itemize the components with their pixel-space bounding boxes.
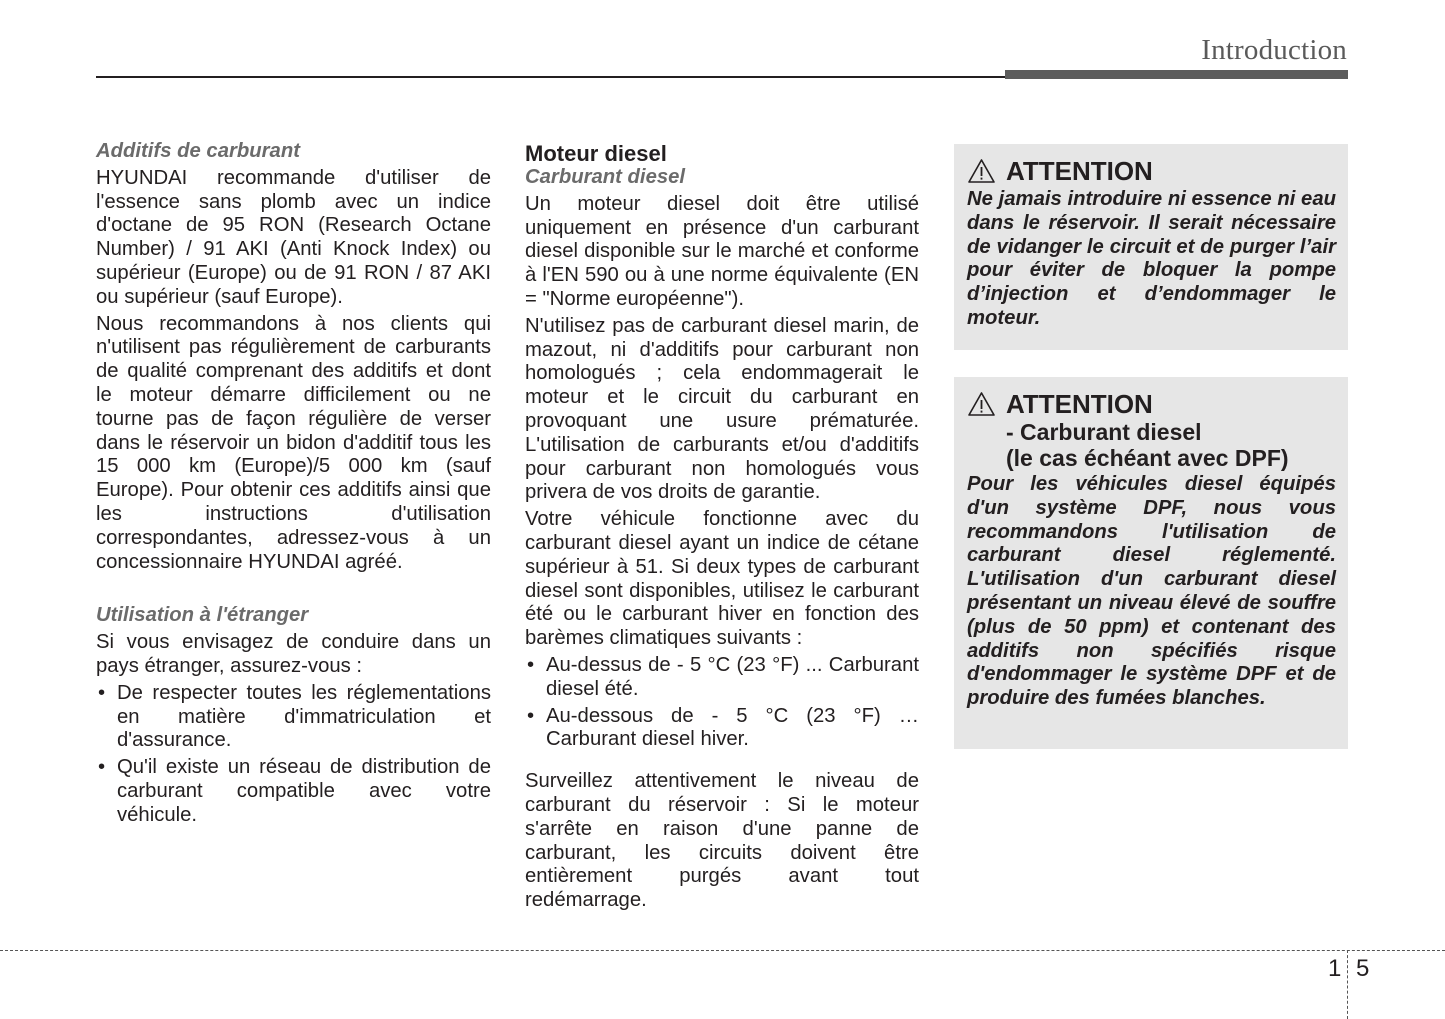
diesel-paragraph-4: Surveillez attentivement le niveau de carburant du réservoir : Si le moteur s'arrête en raison d'une panne de carburant, les circuits doivent être entièrement purgés avant tout redémarrage. [525,770,919,912]
diesel-fuel-heading: Carburant diesel [525,166,686,188]
attention-body: Ne jamais introduire ni essence ni eau dans le réservoir. Il serait nécessaire de vidanger le circuit et de purger l’air pour éviter de bloquer la pompe d’injection et d’endommager le moteur. [967,188,1336,329]
left-column [96,140,491,828]
abroad-use-paragraph: Si vous envisagez de conduire dans un pays étranger, assurez-vous : [96,631,491,677]
fuel-additives-paragraph-2: Nous recommandons à nos clients qui n'utilisent pas régulièrement de carburants de qualité comprenant des additifs et dont le moteur démarre difficilement ou ne tourne pas de façon régulière de verser dans le réservoir un bidon d'additif tous les 15 000 km (Europe)/5 000 km (sauf Europe). Pour obtenir ces additifs ainsi que les instructions d'utilisation correspondantes, adressez-vous à un concessionnaire HYUNDAI agréé. [96,312,491,573]
list-item: • Qu'il existe un réseau de distribution de carburant compatible avec votre véhicule. [96,756,491,827]
diesel-paragraph-1: Un moteur diesel doit être utilisé uniquement en présence d'un carburant diesel disponible sur le marché et conforme à l'EN 590 ou à une norme équivalente (EN = "Norme européenne"). [525,192,919,310]
diesel-paragraph-3: Votre véhicule fonctionne avec du carburant diesel ayant un indice de cétane supérieur à 51. Si deux types de carburant diesel sont disponibles, utilisez le carburant été ou le carburant hiver en fonction des barèmes climatiques suivants : [525,508,919,650]
page-number: 5 [1356,955,1370,982]
abroad-use-heading: Utilisation à l'étranger [96,604,309,627]
warning-triangle-icon [967,158,996,184]
header-title: Introduction [1201,34,1347,66]
header-rule-thin [96,76,1006,78]
chapter-number: 1 [1328,955,1342,982]
footer-dashed-rule [0,950,1445,951]
footer-vertical-divider [1347,950,1348,1019]
attention-title: ATTENTION [1006,156,1153,186]
list-item: • De respecter toutes les réglementations en matière d'immatriculation et d'assurance. [96,682,491,753]
diesel-paragraph-2: N'utilisez pas de carburant diesel marin, de mazout, ni d'additifs pour carburant non homologués ; cela endommagerait le moteur et le circuit du carburant en provoquant une usure prématurée. L'utilisation de carburants et/ou d'additifs pour carburant non homologués vous privera de vos droits de garantie. [525,314,919,504]
fuel-additives-paragraph-1: HYUNDAI recommande d'utiliser de l'essence sans plomb avec un indice d'octane de 95 RON (Research Octane Number) / 91 AKI (Anti Knock Index) ou supérieur (Europe) ou de 91 RON / 87 AKI ou supérieur (sauf Europe). [96,166,491,308]
attention-title: ATTENTION [1006,389,1153,419]
diesel-engine-title: Moteur diesel [525,141,667,166]
warning-triangle-icon [967,391,996,417]
fuel-additives-heading: Additifs de carburant [96,140,300,162]
attention-subtitle-1: - Carburant diesel [1006,419,1202,445]
attention-subtitle-2: (le cas échéant avec DPF) [1006,445,1289,471]
diesel-season-list [525,654,919,752]
header-rule-thick [1005,70,1348,79]
list-item: • Au-dessous de - 5 °C (23 °F) … Carburant diesel hiver. [525,705,919,753]
abroad-use-list [96,682,491,828]
list-item: • Au-dessus de - 5 °C (23 °F) ... Carburant diesel été. [525,654,919,702]
attention-box-1 [954,144,1348,350]
attention-box-2 [954,377,1348,749]
attention-body: Pour les véhicules diesel équipés d'un système DPF, nous vous recommandons l'utilisation de carburant diesel réglementé. L'utilisation d'un carburant diesel présentant un niveau élevé de souffre (plus de 50 ppm) et contenant des additifs non spécifiés risque d'endommager le système DPF et de produire des fumées blanches. [967,473,1336,710]
middle-column [525,140,919,913]
